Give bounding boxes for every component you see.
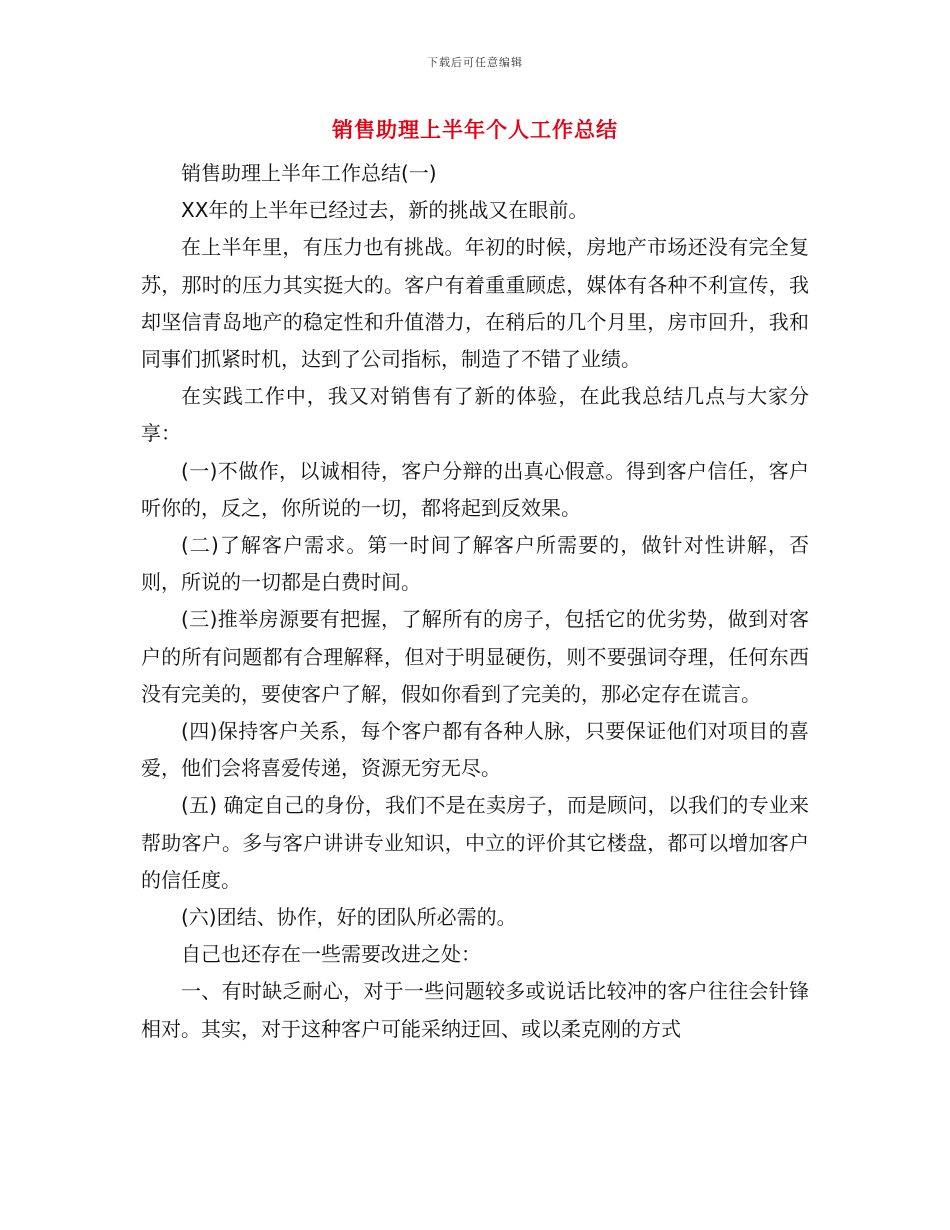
paragraph: XX年的上半年已经过去，新的挑战又在眼前。	[181, 198, 589, 223]
paragraph: (三)推举房源要有把握，了解所有的房子，包括它的优劣势，做到对客户的所有问题都有合理解释，但对于明显硬伤，则不要强词夺理，任何东西没有完美的，要使客户了解，假如你看到了完美的，那必定存在谎言。	[141, 607, 809, 706]
paragraph: (一)不做作，以诚相待，客户分辩的出真心假意。得到客户信任，客户听你的，反之，你所说的一切，都将起到反效果。	[141, 458, 809, 520]
document-body	[141, 155, 809, 1048]
paragraph: (五) 确定自己的身份，我们不是在卖房子，而是顾问，以我们的专业来帮助客户。多与客户讲讲专业知识，中立的评价其它楼盘，都可以增加客户的信任度。	[141, 793, 809, 892]
paragraph: 在实践工作中，我又对销售有了新的体验，在此我总结几点与大家分享：	[141, 384, 809, 446]
paragraph: 自己也还存在一些需要改进之处：	[181, 942, 481, 967]
paragraph: 一、有时缺乏耐心，对于一些问题较多或说话比较冲的客户往往会针锋相对。其实，对于这种客户可能采纳迂回、或以柔克刚的方式	[141, 979, 809, 1041]
paragraph: (二)了解客户需求。第一时间了解客户所需要的，做针对性讲解，否则，所说的一切都是白费时间。	[141, 533, 809, 595]
paragraph-subtitle: 销售助理上半年工作总结(一)	[181, 161, 437, 185]
header-note: 下载后可任意编辑	[427, 56, 523, 69]
paragraph: (四)保持客户关系，每个客户都有各种人脉，只要保证他们对项目的喜爱，他们会将喜爱传递，资源无穷无尽。	[141, 719, 809, 781]
document-title: 销售助理上半年个人工作总结	[332, 118, 618, 142]
paragraph: 在上半年里，有压力也有挑战。年初的时候，房地产市场还没有完全复苏，那时的压力其实挺大的。客户有着重重顾虑，媒体有各种不利宣传，我却坚信青岛地产的稳定性和升值潜力，在稍后的几个月里，房市回升，我和同事们抓紧时机，达到了公司指标，制造了不错了业绩。	[141, 235, 809, 372]
paragraph: (六)团结、协作，好的团队所必需的。	[181, 905, 517, 930]
